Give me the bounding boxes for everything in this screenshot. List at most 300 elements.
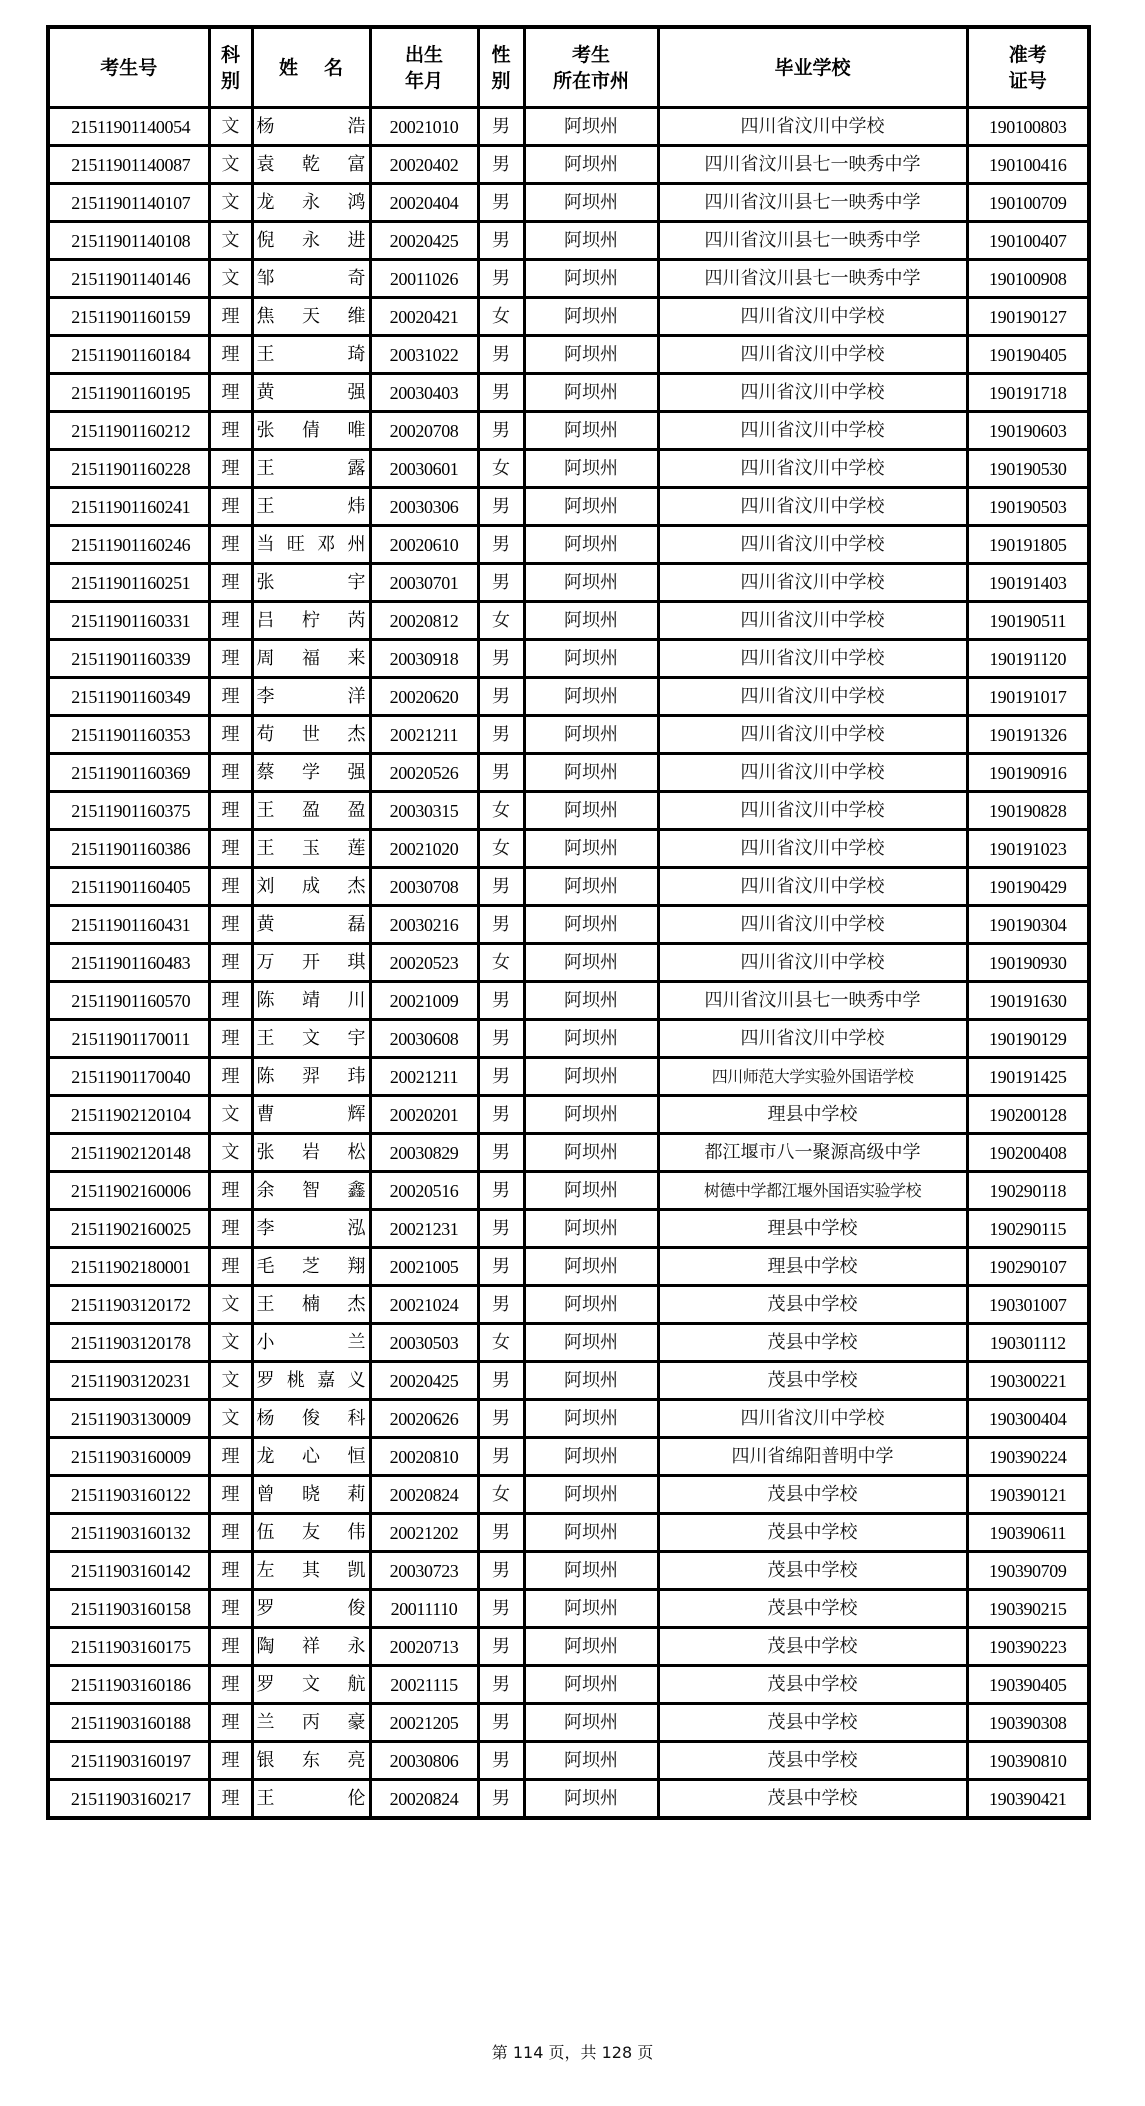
name-char: 兰	[256, 1711, 275, 1733]
sex-cell: 男	[478, 1134, 524, 1172]
table-row	[48, 184, 1089, 222]
school-cell: 四川省汶川中学校	[658, 1400, 967, 1438]
exam-no-cell: 21511903160175	[48, 1628, 209, 1666]
name-char: 王	[256, 1027, 275, 1049]
city-cell: 阿坝州	[524, 146, 658, 184]
name-char: 邹	[256, 267, 275, 289]
subject-cell: 文	[209, 222, 252, 260]
name-text	[257, 1173, 366, 1208]
city-cell: 阿坝州	[524, 1058, 658, 1096]
city-cell: 阿坝州	[524, 754, 658, 792]
subject-cell: 文	[209, 108, 252, 146]
name-char: 强	[347, 761, 366, 783]
ticket-no-cell: 190390810	[967, 1742, 1089, 1780]
name-char: 杰	[347, 875, 366, 897]
city-cell: 阿坝州	[524, 1552, 658, 1590]
name-text	[257, 261, 366, 296]
sex-cell: 男	[478, 982, 524, 1020]
table-row	[48, 982, 1089, 1020]
birth-date-cell: 20020201	[370, 1096, 478, 1134]
table-row	[48, 298, 1089, 336]
birth-date-cell: 20020425	[370, 1362, 478, 1400]
city-cell: 阿坝州	[524, 564, 658, 602]
subject-cell: 理	[209, 1210, 252, 1248]
school-cell: 四川省汶川县七一映秀中学	[658, 982, 967, 1020]
name-cell	[252, 716, 370, 754]
table-row	[48, 374, 1089, 412]
city-cell: 阿坝州	[524, 184, 658, 222]
table-row	[48, 1324, 1089, 1362]
exam-no-cell: 21511903160132	[48, 1514, 209, 1552]
name-text	[257, 109, 366, 144]
exam-no-cell: 21511903160142	[48, 1552, 209, 1590]
ticket-no-cell: 190390224	[967, 1438, 1089, 1476]
exam-no-cell: 21511901160212	[48, 412, 209, 450]
table-row	[48, 1438, 1089, 1476]
name-char: 嘉	[317, 1369, 336, 1391]
name-char: 曹	[256, 1103, 275, 1125]
ticket-no-cell: 190390421	[967, 1780, 1089, 1819]
sex-cell: 女	[478, 830, 524, 868]
city-cell: 阿坝州	[524, 1514, 658, 1552]
table-row	[48, 1780, 1089, 1819]
name-cell	[252, 1438, 370, 1476]
school-cell: 四川省汶川中学校	[658, 944, 967, 982]
ticket-no-cell: 190191630	[967, 982, 1089, 1020]
table-row	[48, 1172, 1089, 1210]
subject-cell: 理	[209, 1438, 252, 1476]
name-cell	[252, 260, 370, 298]
city-cell: 阿坝州	[524, 1704, 658, 1742]
ticket-no-cell: 190191120	[967, 640, 1089, 678]
school-cell: 四川省汶川中学校	[658, 488, 967, 526]
sex-cell: 男	[478, 640, 524, 678]
exam-no-cell: 21511901160349	[48, 678, 209, 716]
name-cell	[252, 488, 370, 526]
name-char: 学	[302, 761, 320, 783]
name-char: 世	[302, 723, 320, 745]
city-cell: 阿坝州	[524, 640, 658, 678]
name-cell	[252, 1590, 370, 1628]
name-char: 莲	[347, 837, 366, 859]
ticket-no-cell: 190290115	[967, 1210, 1089, 1248]
sex-cell: 男	[478, 1628, 524, 1666]
subject-cell: 理	[209, 944, 252, 982]
name-char: 当	[256, 533, 275, 555]
city-cell: 阿坝州	[524, 488, 658, 526]
name-char: 俊	[347, 1597, 366, 1619]
table-row	[48, 564, 1089, 602]
subject-cell: 理	[209, 868, 252, 906]
name-cell	[252, 754, 370, 792]
exam-no-cell: 21511903160122	[48, 1476, 209, 1514]
birth-date-cell: 20031022	[370, 336, 478, 374]
school-cell: 茂县中学校	[658, 1514, 967, 1552]
birth-date-cell: 20021231	[370, 1210, 478, 1248]
ticket-no-cell: 190191326	[967, 716, 1089, 754]
school-cell: 茂县中学校	[658, 1628, 967, 1666]
name-char: 永	[302, 229, 320, 251]
exam-no-cell: 21511901160369	[48, 754, 209, 792]
name-cell	[252, 1476, 370, 1514]
city-cell: 阿坝州	[524, 716, 658, 754]
subject-cell: 理	[209, 1628, 252, 1666]
sex-cell: 女	[478, 602, 524, 640]
city-cell: 阿坝州	[524, 792, 658, 830]
sex-cell: 男	[478, 564, 524, 602]
name-char: 龙	[256, 1445, 275, 1467]
sex-cell: 男	[478, 1210, 524, 1248]
birth-date-cell: 20011026	[370, 260, 478, 298]
ticket-no-cell: 190190511	[967, 602, 1089, 640]
name-char: 恒	[347, 1445, 366, 1467]
name-char: 芮	[347, 609, 366, 631]
name-char: 州	[347, 533, 366, 555]
birth-date-cell: 20021115	[370, 1666, 478, 1704]
name-char: 羿	[302, 1065, 320, 1087]
birth-date-cell: 20020516	[370, 1172, 478, 1210]
birth-date-cell: 20011110	[370, 1590, 478, 1628]
name-text	[257, 983, 366, 1018]
name-char: 伦	[347, 1787, 366, 1809]
ticket-no-cell: 190290118	[967, 1172, 1089, 1210]
sex-cell: 男	[478, 868, 524, 906]
table-header	[48, 27, 1089, 108]
school-cell: 四川省汶川县七一映秀中学	[658, 222, 967, 260]
birth-date-cell: 20030216	[370, 906, 478, 944]
name-cell	[252, 526, 370, 564]
exam-no-cell: 21511901160339	[48, 640, 209, 678]
city-cell: 阿坝州	[524, 1324, 658, 1362]
name-char: 莉	[347, 1483, 366, 1505]
exam-no-cell: 21511901160331	[48, 602, 209, 640]
name-cell	[252, 1286, 370, 1324]
table-row	[48, 146, 1089, 184]
table-row	[48, 640, 1089, 678]
exam-no-cell: 21511901140107	[48, 184, 209, 222]
name-text	[257, 717, 366, 752]
school-cell: 都江堰市八一聚源高级中学	[658, 1134, 967, 1172]
school-cell: 四川省汶川中学校	[658, 640, 967, 678]
table-row	[48, 488, 1089, 526]
name-char: 王	[256, 457, 275, 479]
sex-cell: 男	[478, 412, 524, 450]
name-cell	[252, 298, 370, 336]
exam-no-cell: 21511902160025	[48, 1210, 209, 1248]
name-char: 万	[256, 951, 275, 973]
table-row	[48, 830, 1089, 868]
exam-no-cell: 21511901160241	[48, 488, 209, 526]
name-char: 盈	[347, 799, 366, 821]
subject-cell: 理	[209, 1780, 252, 1819]
sex-cell: 男	[478, 1172, 524, 1210]
subject-cell: 理	[209, 336, 252, 374]
name-char: 炜	[347, 495, 366, 517]
name-char: 鸿	[347, 191, 366, 213]
name-char: 黄	[256, 913, 275, 935]
name-char: 文	[302, 1027, 320, 1049]
ticket-no-cell: 190390709	[967, 1552, 1089, 1590]
name-char: 凯	[347, 1559, 366, 1581]
subject-cell: 理	[209, 640, 252, 678]
school-cell: 四川省汶川中学校	[658, 678, 967, 716]
name-char: 倪	[256, 229, 275, 251]
school-cell: 理县中学校	[658, 1096, 967, 1134]
birth-date-cell: 20030608	[370, 1020, 478, 1058]
school-cell: 四川省汶川中学校	[658, 298, 967, 336]
city-cell: 阿坝州	[524, 868, 658, 906]
table-row	[48, 754, 1089, 792]
name-char: 罗	[256, 1369, 275, 1391]
exam-no-cell: 21511901160483	[48, 944, 209, 982]
city-cell: 阿坝州	[524, 336, 658, 374]
city-cell: 阿坝州	[524, 1210, 658, 1248]
name-char: 科	[347, 1407, 366, 1429]
school-cell: 四川省绵阳普明中学	[658, 1438, 967, 1476]
name-char: 翔	[347, 1255, 366, 1277]
name-char: 陈	[256, 989, 275, 1011]
name-cell	[252, 1666, 370, 1704]
name-text	[257, 1629, 366, 1664]
name-char: 兰	[347, 1331, 366, 1353]
city-cell: 阿坝州	[524, 1628, 658, 1666]
exam-no-cell: 21511901160228	[48, 450, 209, 488]
ticket-no-cell: 190200128	[967, 1096, 1089, 1134]
name-char: 毛	[256, 1255, 275, 1277]
exam-no-cell: 21511903160158	[48, 1590, 209, 1628]
name-char: 邓	[317, 533, 336, 555]
name-char: 智	[302, 1179, 320, 1201]
name-text	[257, 1021, 366, 1056]
sex-cell: 男	[478, 1438, 524, 1476]
subject-cell: 理	[209, 906, 252, 944]
name-char: 强	[347, 381, 366, 403]
table-row	[48, 868, 1089, 906]
name-char: 玉	[302, 837, 320, 859]
table-row	[48, 1704, 1089, 1742]
exam-no-cell: 21511903160186	[48, 1666, 209, 1704]
sex-cell: 男	[478, 1704, 524, 1742]
name-char: 成	[302, 875, 320, 897]
name-text	[257, 1325, 366, 1360]
header-city	[524, 27, 658, 108]
school-cell: 四川省汶川中学校	[658, 108, 967, 146]
sex-cell: 男	[478, 1780, 524, 1819]
table-row	[48, 1552, 1089, 1590]
birth-date-cell: 20021202	[370, 1514, 478, 1552]
city-cell: 阿坝州	[524, 1134, 658, 1172]
ticket-no-cell: 190190127	[967, 298, 1089, 336]
name-cell	[252, 640, 370, 678]
name-char: 鑫	[347, 1179, 366, 1201]
subject-cell: 理	[209, 1248, 252, 1286]
name-text	[257, 299, 366, 334]
name-char: 磊	[347, 913, 366, 935]
name-char: 永	[302, 191, 320, 213]
table-row	[48, 260, 1089, 298]
city-cell: 阿坝州	[524, 1590, 658, 1628]
name-text	[257, 413, 366, 448]
birth-date-cell: 20030701	[370, 564, 478, 602]
school-cell: 茂县中学校	[658, 1704, 967, 1742]
name-text	[257, 1097, 366, 1132]
name-char: 王	[256, 1787, 275, 1809]
subject-cell: 文	[209, 1324, 252, 1362]
school-cell: 四川省汶川中学校	[658, 564, 967, 602]
name-char: 开	[302, 951, 320, 973]
sex-cell: 女	[478, 1476, 524, 1514]
subject-cell: 文	[209, 1286, 252, 1324]
name-text	[257, 869, 366, 904]
name-cell	[252, 868, 370, 906]
ticket-no-cell: 190191718	[967, 374, 1089, 412]
name-char: 袁	[256, 153, 275, 175]
birth-date-cell: 20020713	[370, 1628, 478, 1666]
name-text	[257, 1477, 366, 1512]
birth-date-cell: 20030503	[370, 1324, 478, 1362]
header-birth-line2: 年月	[404, 69, 443, 92]
name-cell	[252, 1704, 370, 1742]
school-cell: 树德中学都江堰外国语实验学校	[658, 1172, 967, 1210]
name-cell	[252, 564, 370, 602]
school-cell: 四川省汶川中学校	[658, 716, 967, 754]
table-row	[48, 1210, 1089, 1248]
ticket-no-cell: 190390223	[967, 1628, 1089, 1666]
birth-date-cell: 20021211	[370, 716, 478, 754]
subject-cell: 理	[209, 1020, 252, 1058]
name-char: 友	[302, 1521, 320, 1543]
city-cell: 阿坝州	[524, 374, 658, 412]
name-cell	[252, 222, 370, 260]
subject-cell: 理	[209, 1704, 252, 1742]
exam-no-cell: 21511901160375	[48, 792, 209, 830]
name-char: 伍	[256, 1521, 275, 1543]
table-row	[48, 1476, 1089, 1514]
ticket-no-cell: 190390308	[967, 1704, 1089, 1742]
name-text	[257, 679, 366, 714]
name-char: 靖	[302, 989, 320, 1011]
name-char: 柠	[302, 609, 320, 631]
exam-no-cell: 21511901140108	[48, 222, 209, 260]
name-text	[257, 337, 366, 372]
name-char: 宇	[347, 571, 366, 593]
ticket-no-cell: 190191017	[967, 678, 1089, 716]
school-cell: 四川省汶川中学校	[658, 906, 967, 944]
name-text	[257, 1287, 366, 1322]
city-cell: 阿坝州	[524, 298, 658, 336]
subject-cell: 文	[209, 260, 252, 298]
name-char: 文	[302, 1673, 320, 1695]
header-name	[252, 27, 370, 108]
table-row	[48, 526, 1089, 564]
name-char: 陶	[256, 1635, 275, 1657]
birth-date-cell: 20021009	[370, 982, 478, 1020]
ticket-no-cell: 190190429	[967, 868, 1089, 906]
sex-cell: 男	[478, 1514, 524, 1552]
city-cell: 阿坝州	[524, 1172, 658, 1210]
name-text	[257, 1781, 366, 1816]
table-row	[48, 1286, 1089, 1324]
school-cell: 四川省汶川中学校	[658, 1020, 967, 1058]
city-cell: 阿坝州	[524, 906, 658, 944]
city-cell: 阿坝州	[524, 1362, 658, 1400]
sex-cell: 男	[478, 1020, 524, 1058]
name-char: 杨	[256, 1407, 275, 1429]
school-cell: 四川省汶川中学校	[658, 830, 967, 868]
subject-cell: 理	[209, 1172, 252, 1210]
birth-date-cell: 20021211	[370, 1058, 478, 1096]
sex-cell: 男	[478, 146, 524, 184]
sex-cell: 男	[478, 1590, 524, 1628]
school-cell: 四川省汶川中学校	[658, 336, 967, 374]
sex-cell: 男	[478, 488, 524, 526]
name-cell	[252, 450, 370, 488]
subject-cell: 理	[209, 488, 252, 526]
city-cell: 阿坝州	[524, 1666, 658, 1704]
name-text	[257, 375, 366, 410]
name-char: 亮	[347, 1749, 366, 1771]
school-cell: 四川省汶川中学校	[658, 450, 967, 488]
name-char: 杨	[256, 115, 275, 137]
ticket-no-cell: 190100416	[967, 146, 1089, 184]
exam-no-cell: 21511902180001	[48, 1248, 209, 1286]
school-cell: 理县中学校	[658, 1210, 967, 1248]
name-cell	[252, 830, 370, 868]
ticket-no-cell: 190100803	[967, 108, 1089, 146]
name-char: 倩	[302, 419, 320, 441]
birth-date-cell: 20020610	[370, 526, 478, 564]
sex-cell: 男	[478, 1666, 524, 1704]
name-char: 富	[347, 153, 366, 175]
table-row	[48, 1514, 1089, 1552]
ticket-no-cell: 190100407	[967, 222, 1089, 260]
city-cell: 阿坝州	[524, 1400, 658, 1438]
ticket-no-cell: 190390611	[967, 1514, 1089, 1552]
table-row	[48, 450, 1089, 488]
exam-no-cell: 21511901160405	[48, 868, 209, 906]
school-cell: 四川省汶川中学校	[658, 412, 967, 450]
exam-no-cell: 21511903160217	[48, 1780, 209, 1819]
subject-cell: 理	[209, 526, 252, 564]
name-char: 泓	[347, 1217, 366, 1239]
ticket-no-cell: 190191403	[967, 564, 1089, 602]
table-row	[48, 1134, 1089, 1172]
birth-date-cell: 20030918	[370, 640, 478, 678]
name-text	[257, 1743, 366, 1778]
name-char: 曾	[256, 1483, 275, 1505]
sex-cell: 男	[478, 526, 524, 564]
name-char: 桃	[286, 1369, 305, 1391]
school-cell: 茂县中学校	[658, 1780, 967, 1819]
name-text	[257, 1667, 366, 1702]
ticket-no-cell: 190301007	[967, 1286, 1089, 1324]
ticket-no-cell: 190301112	[967, 1324, 1089, 1362]
header-name-part2: 名	[324, 56, 344, 79]
city-cell: 阿坝州	[524, 1476, 658, 1514]
sex-cell: 男	[478, 1096, 524, 1134]
name-text	[257, 793, 366, 828]
exam-no-cell: 21511903160009	[48, 1438, 209, 1476]
name-char: 蔡	[256, 761, 275, 783]
city-cell: 阿坝州	[524, 1096, 658, 1134]
name-char: 小	[256, 1331, 275, 1353]
table-row	[48, 1096, 1089, 1134]
city-cell: 阿坝州	[524, 1286, 658, 1324]
ticket-no-cell: 190200408	[967, 1134, 1089, 1172]
name-cell	[252, 184, 370, 222]
name-char: 陈	[256, 1065, 275, 1087]
name-char: 其	[302, 1559, 320, 1581]
